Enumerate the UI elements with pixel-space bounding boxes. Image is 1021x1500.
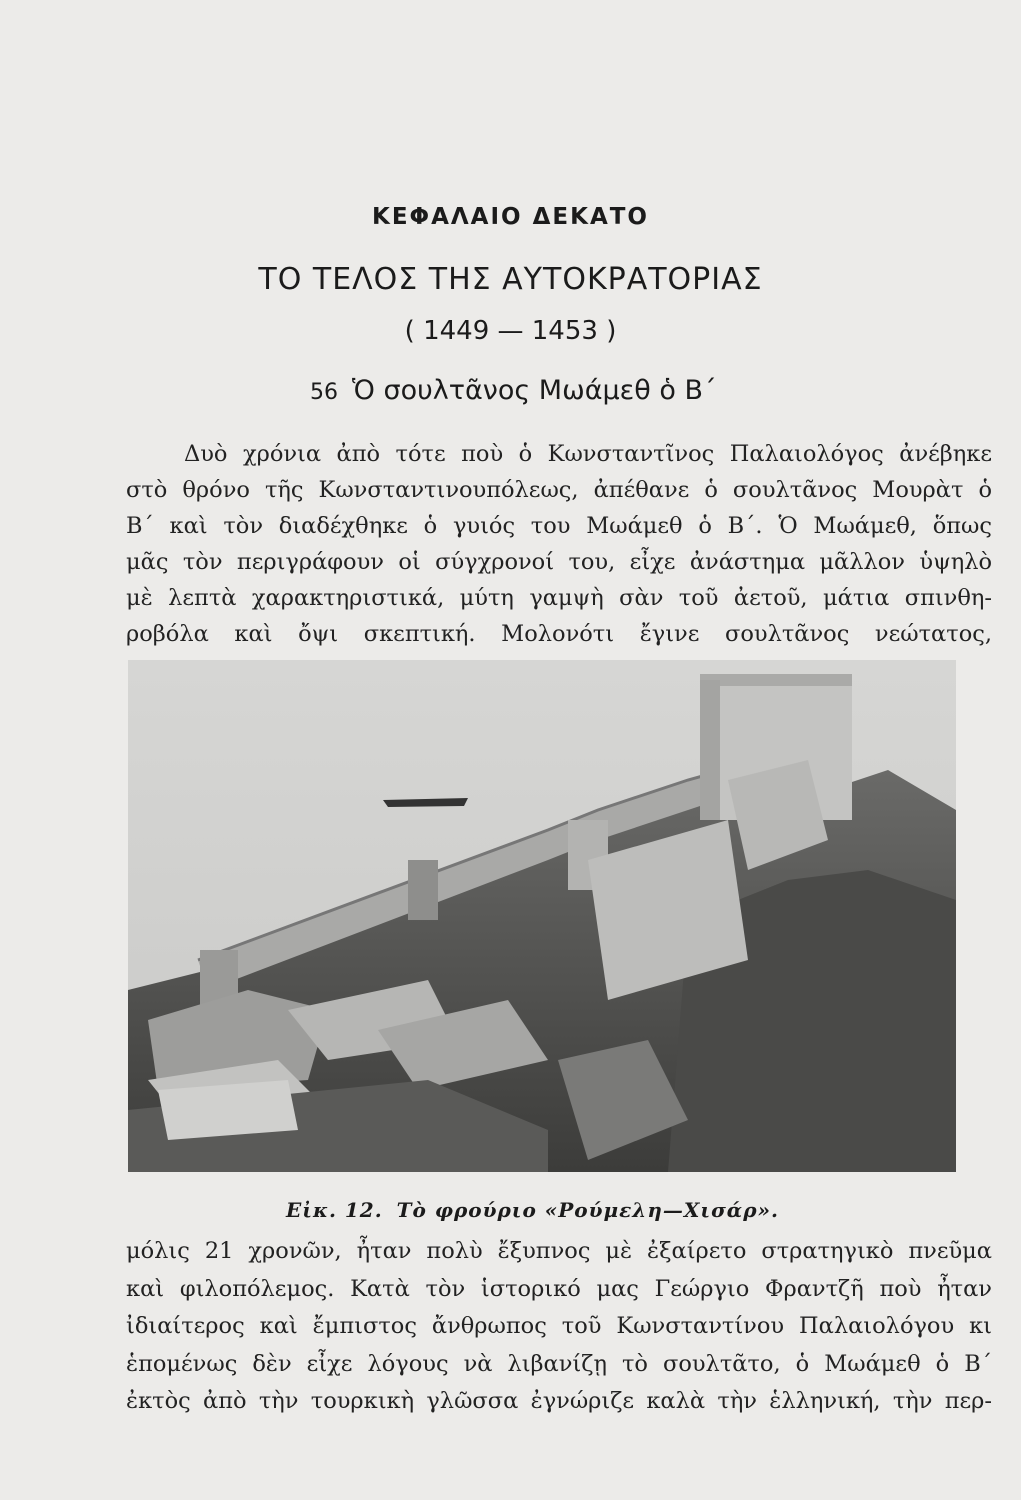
figure-caption [0,1198,1021,1222]
figure-caption-text: Τὸ φρούριο «Ρούμελη—Χισάρ». [396,1198,779,1222]
text-line: καὶ φιλοπόλεμος. Κατὰ τὸν ἱστορικό μας Γεώργιο Φραντζῆ ποὺ ἦταν [126,1275,992,1302]
section-number: 56 [310,380,338,405]
text-line: Δυὸ χρόνια ἀπὸ τότε ποὺ ὁ Κωνσταντῖνος Παλαιολόγος ἀνέβηκε [184,441,992,467]
chapter-years: ( 1449 — 1453 ) [404,316,617,346]
text-line: μὲ λεπτὰ χαρακτηριστικά, μύτη γαμψὴ σὰν τοῦ ἀετοῦ, μάτια σπινθη- [126,585,992,611]
text-line: μᾶς τὸν περιγράφουν οἱ σύγχρονοί του, εἶχε ἀνάστημα μᾶλλον ὑψηλὸ [126,549,992,575]
text-line: μόλις 21 χρονῶν, ἦταν πολὺ ἔξυπνος μὲ ἐξαίρετο στρατηγικὸ πνεῦμα [126,1238,992,1264]
chapter-title: ΤΟ ΤΕΛΟΣ ΤΗΣ ΑΥΤΟΚΡΑΤΟΡΙΑΣ [258,262,763,297]
text-line: ἑπομένως δὲν εἶχε λόγους νὰ λιβανίζῃ τὸ σουλτᾶτο, ὁ Μωάμεθ ὁ Β΄ [126,1350,992,1377]
figure-number: Εἰκ. 12. [286,1198,383,1222]
chapter-label: ΚΕΦΑΛΑΙΟ ΔΕΚΑΤΟ [372,204,649,230]
section-heading [310,375,717,406]
text-line: Β΄ καὶ τὸν διαδέχθηκε ὁ γυιός του Μωάμεθ ὁ Β΄. Ὁ Μωάμεθ, ὅπως [126,513,992,539]
text-line: ροβόλα καὶ ὄψι σκεπτική. Μολονότι ἔγινε σουλτᾶνος νεώτατος, [126,621,992,647]
paragraph-2 [126,1233,992,1421]
text-line: ἐκτὸς ἀπὸ τὴν τουρκικὴ γλῶσσα ἐγνώριζε καλὰ τὴν ἑλληνική, τὴν περ- [126,1388,992,1414]
paragraph-1 [126,436,992,652]
fortress-photo [128,660,956,1172]
text-line: ἰδιαίτερος καὶ ἔμπιστος ἄνθρωπος τοῦ Κωνσταντίνου Παλαιολόγου κι [126,1313,992,1339]
section-title: Ὁ σουλτᾶνος Μωάμεθ ὁ Β΄ [352,375,717,406]
text-line: στὸ θρόνο τῆς Κωνσταντινουπόλεως, ἀπέθανε ὁ σουλτᾶνος Μουρὰτ ὁ [126,477,992,503]
